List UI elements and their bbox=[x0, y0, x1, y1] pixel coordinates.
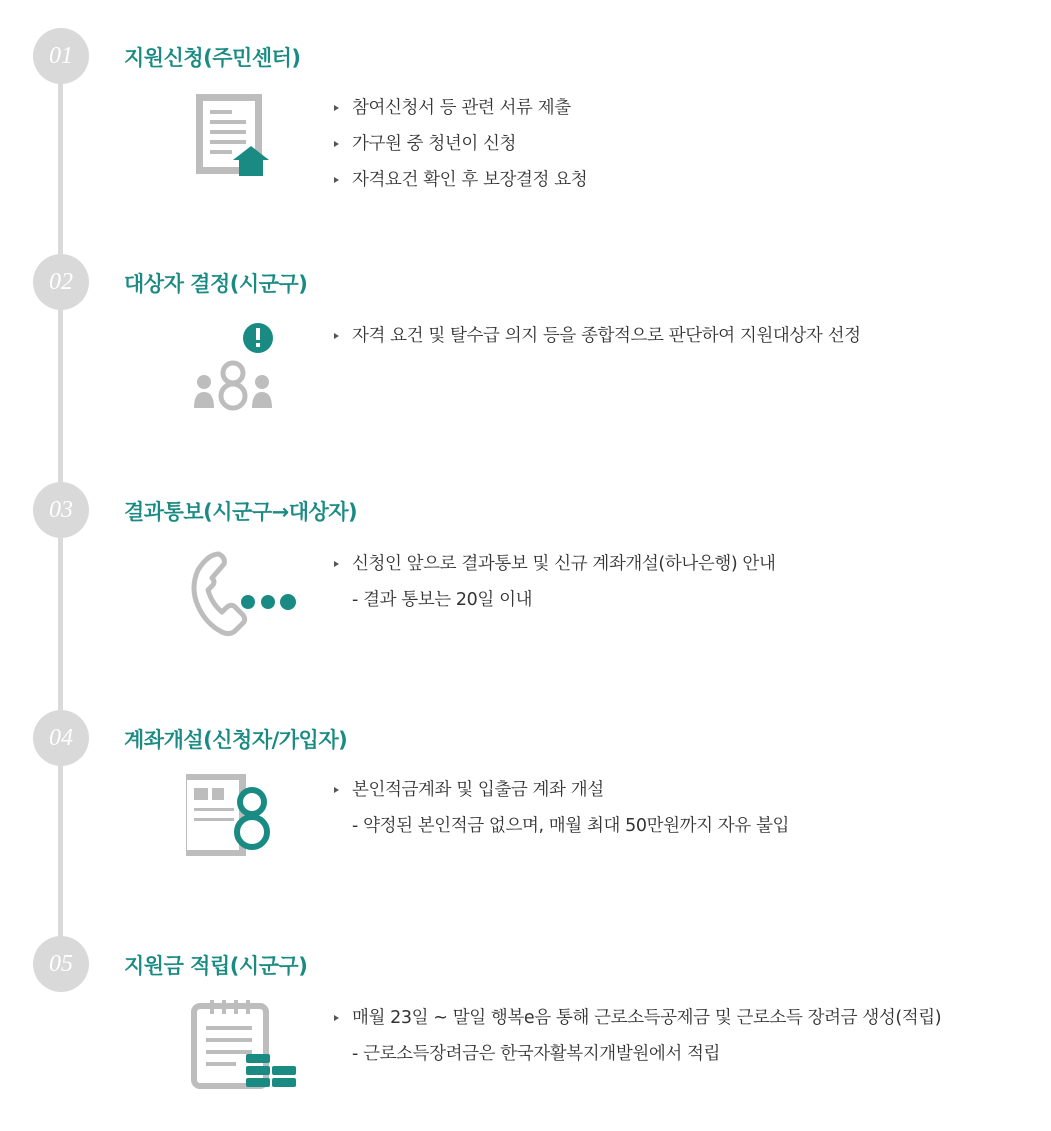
step-description bbox=[332, 1000, 941, 1072]
step-number: 01 bbox=[33, 28, 89, 84]
people-alert-icon bbox=[186, 316, 306, 416]
step-title: 지원금 적립(시군구) bbox=[124, 954, 308, 978]
step-title: 결과통보(시군구→대상자) bbox=[124, 500, 358, 524]
note-item: - 약정된 본인적금 없으며, 매월 최대 50만원까지 자유 불입 bbox=[352, 816, 789, 836]
notepad-coins-icon bbox=[186, 996, 306, 1096]
step-description bbox=[332, 90, 587, 198]
step-description bbox=[332, 318, 861, 354]
step-title: 지원신청(주민센터) bbox=[124, 46, 301, 70]
bullet-item: 매월 23일 ~ 말일 행복e음 통해 근로소득공제금 및 근로소득 장려금 생성(적립) bbox=[332, 1000, 941, 1036]
note-item: - 근로소득장려금은 한국자활복지개발원에서 적립 bbox=[352, 1044, 721, 1064]
step-number: 03 bbox=[33, 482, 89, 538]
bank-card-icon bbox=[186, 768, 306, 868]
bullet-item: 본인적금계좌 및 입출금 계좌 개설 bbox=[332, 772, 789, 808]
bullet-item: 참여신청서 등 관련 서류 제출 bbox=[332, 90, 587, 126]
bullet-item: 가구원 중 청년이 신청 bbox=[332, 126, 587, 162]
bullet-item: 자격요건 확인 후 보장결정 요청 bbox=[332, 162, 587, 198]
step-title: 대상자 결정(시군구) bbox=[124, 272, 308, 296]
phone-icon bbox=[186, 542, 306, 642]
step-description bbox=[332, 546, 775, 618]
note-item: - 결과 통보는 20일 이내 bbox=[352, 590, 533, 610]
bullet-item: 자격 요건 및 탈수급 의지 등을 종합적으로 판단하여 지원대상자 선정 bbox=[332, 318, 861, 354]
step-number: 04 bbox=[33, 710, 89, 766]
step-number: 02 bbox=[33, 254, 89, 310]
step-description bbox=[332, 772, 789, 844]
step-number: 05 bbox=[33, 936, 89, 992]
document-upload-icon bbox=[186, 88, 306, 188]
bullet-item: 신청인 앞으로 결과통보 및 신규 계좌개설(하나은행) 안내 bbox=[332, 546, 775, 582]
step-title: 계좌개설(신청자/가입자) bbox=[124, 728, 348, 752]
